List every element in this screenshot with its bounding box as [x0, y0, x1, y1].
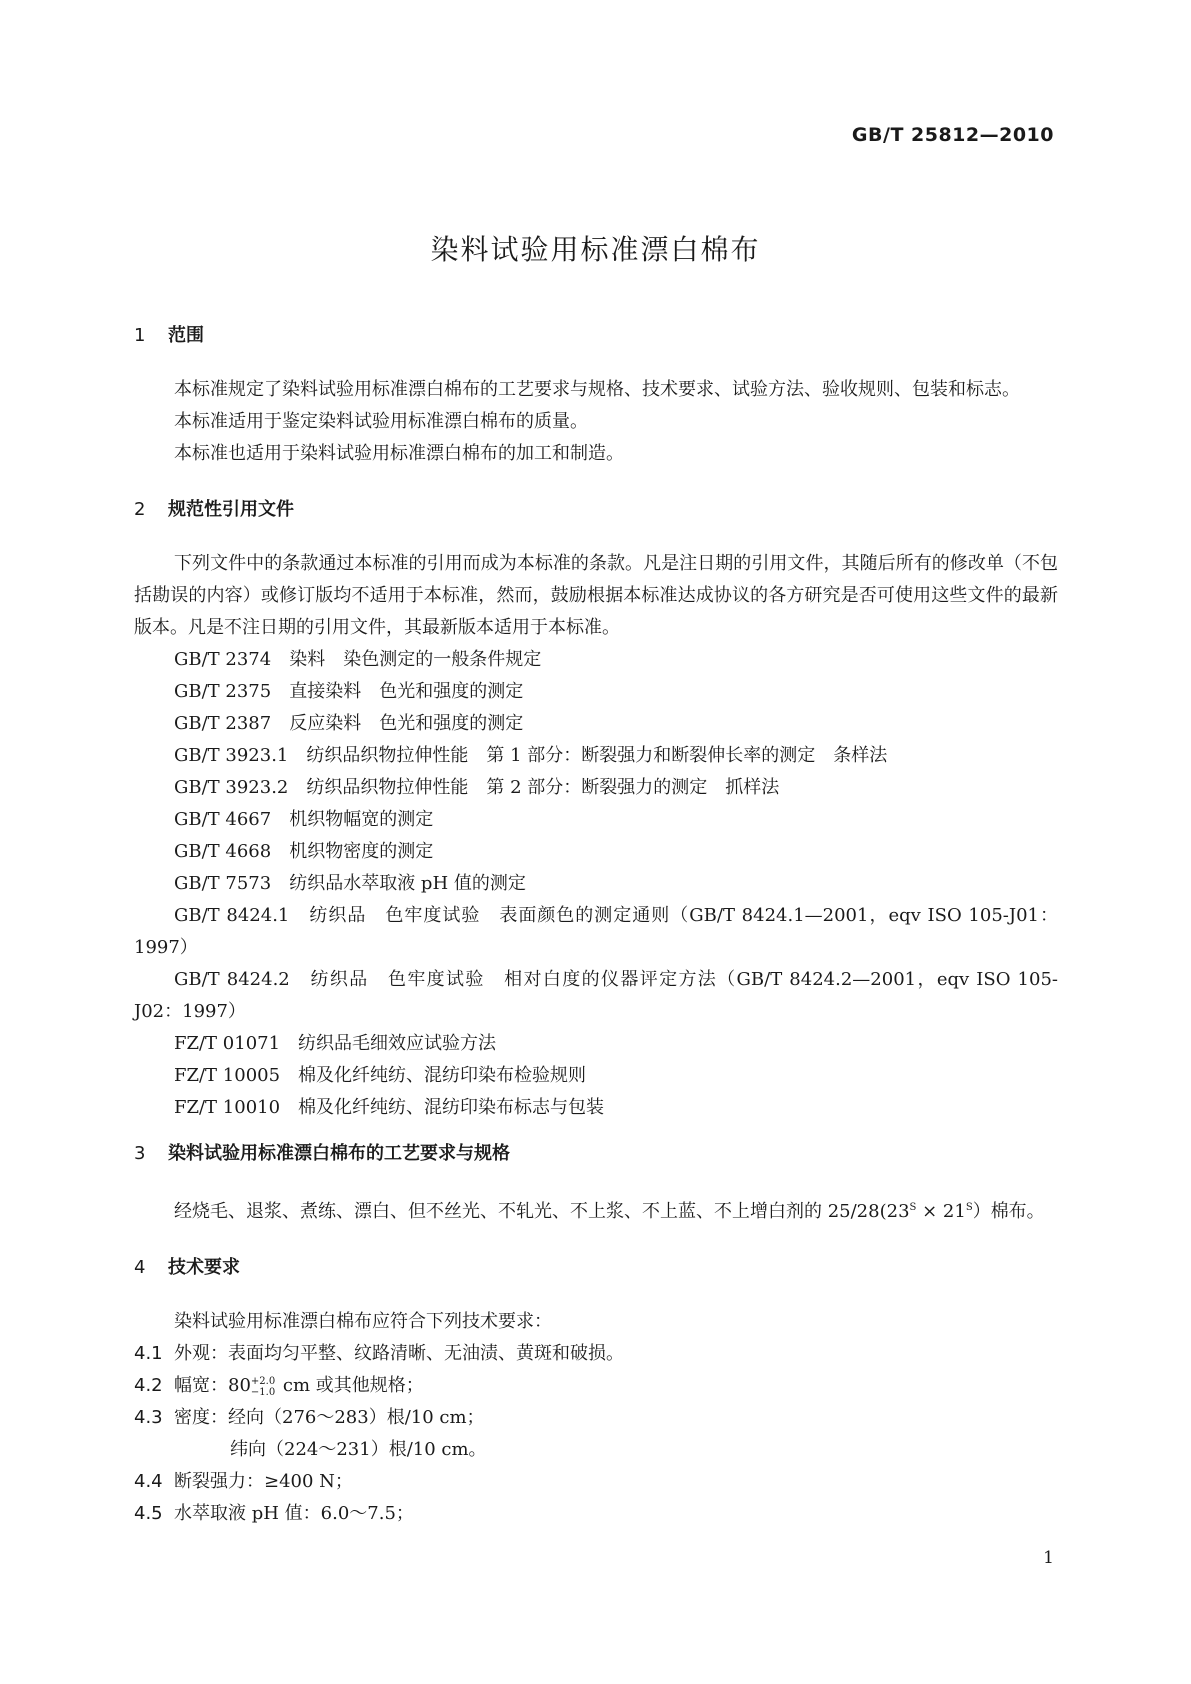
item-text: 水萃取液 pH 值：6.0～7.5； [174, 1503, 414, 1524]
section-2-heading [134, 494, 1058, 526]
reference-item: GB/T 4668 机织物密度的测定 [174, 841, 434, 862]
standard-code: GB/T 25812—2010 [851, 124, 1054, 146]
section-number: 3 [134, 1143, 146, 1164]
document-body [134, 320, 1058, 1530]
spec-text: 经烧毛、退浆、煮练、漂白、但不丝光、不轧光、不上浆、不上蓝、不上增白剂的 25/28(23 [174, 1201, 910, 1222]
reference-item: GB/T 4667 机织物幅宽的测定 [174, 809, 434, 830]
item-number: 4.4 [134, 1471, 163, 1492]
section-1-heading [134, 320, 1058, 352]
reference-item: GB/T 2375 直接染料 色光和强度的测定 [174, 681, 524, 702]
reference-item: GB/T 3923.2 纺织品织物拉伸性能 第 2 部分：断裂强力的测定 抓样法 [174, 777, 780, 798]
section-title: 规范性引用文件 [168, 499, 294, 520]
reference-item: GB/T 2387 反应染料 色光和强度的测定 [174, 713, 524, 734]
section-4-heading [134, 1252, 1058, 1284]
reference-item: GB/T 8424.2 纺织品 色牢度试验 相对白度的仪器评定方法（GB/T 8424.2—2001，eqv ISO 105-J02：1997） [134, 969, 1058, 1022]
section-title: 染料试验用标准漂白棉布的工艺要求与规格 [168, 1143, 510, 1164]
superscript: S [965, 1202, 973, 1213]
page-number: 1 [1043, 1548, 1054, 1568]
item-text: 外观：表面均匀平整、纹路清晰、无油渍、黄斑和破损。 [174, 1343, 624, 1364]
reference-item: GB/T 7573 纺织品水萃取液 pH 值的测定 [174, 873, 526, 894]
section-title: 技术要求 [168, 1257, 240, 1278]
requirement-item-continuation: 纬向（224～231）根/10 cm。 [230, 1439, 487, 1460]
paragraph: 本标准也适用于染料试验用标准漂白棉布的加工和制造。 [174, 443, 624, 464]
paragraph: 本标准规定了染料试验用标准漂白棉布的工艺要求与规格、技术要求、试验方法、验收规则、包装和标志。 [174, 379, 1020, 400]
section-number: 2 [134, 499, 146, 520]
item-number: 4.2 [134, 1375, 163, 1396]
paragraph: 染料试验用标准漂白棉布应符合下列技术要求： [174, 1311, 552, 1332]
requirement-item [134, 1370, 1058, 1402]
reference-item: GB/T 8424.1 纺织品 色牢度试验 表面颜色的测定通则（GB/T 8424.1—2001，eqv ISO 105-J01：1997） [134, 905, 1058, 958]
paragraph [134, 1192, 1058, 1228]
section-title: 范围 [168, 325, 204, 346]
item-text: 密度：经向（276～283）根/10 cm； [174, 1407, 485, 1428]
requirement-item [134, 1466, 1058, 1498]
requirement-item [134, 1402, 1058, 1434]
tolerance-plus: +2.0 [250, 1376, 276, 1387]
reference-item: FZ/T 10010 棉及化纤纯纺、混纺印染布标志与包装 [174, 1097, 605, 1118]
reference-item: GB/T 2374 染料 染色测定的一般条件规定 [174, 649, 542, 670]
reference-item: FZ/T 01071 纺织品毛细效应试验方法 [174, 1033, 497, 1054]
requirement-item [134, 1338, 1058, 1370]
item-number: 4.3 [134, 1407, 163, 1428]
item-text: 断裂强力：≥400 N； [174, 1471, 353, 1492]
section-3-heading [134, 1138, 1058, 1170]
document-title: 染料试验用标准漂白棉布 [430, 233, 761, 266]
reference-item: FZ/T 10005 棉及化纤纯纺、混纺印染布检验规则 [174, 1065, 587, 1086]
item-number: 4.1 [134, 1343, 163, 1364]
item-number: 4.5 [134, 1503, 163, 1524]
item-text: cm 或其他规格； [277, 1375, 424, 1396]
superscript: S [909, 1202, 917, 1213]
tolerance [251, 1376, 275, 1398]
section-number: 4 [134, 1257, 146, 1278]
tolerance-minus: −1.0 [250, 1387, 276, 1398]
requirement-item [134, 1498, 1058, 1530]
paragraph: 本标准适用于鉴定染料试验用标准漂白棉布的质量。 [174, 411, 588, 432]
reference-item: GB/T 3923.1 纺织品织物拉伸性能 第 1 部分：断裂强力和断裂伸长率的测定 条样法 [174, 745, 888, 766]
section-number: 1 [134, 325, 146, 346]
spec-text: × 21 [916, 1201, 966, 1222]
paragraph: 下列文件中的条款通过本标准的引用而成为本标准的条款。凡是注日期的引用文件，其随后所有的修改单（不包括勘误的内容）或修订版均不适用于本标准，然而，鼓励根据本标准达成协议的各方研究是否可使用这些文件的最新版本。凡是不注日期的引用文件，其最新版本适用于本标准。 [134, 553, 1058, 638]
item-text: 幅宽：80 [174, 1375, 251, 1396]
spec-text: ）棉布。 [972, 1201, 1045, 1222]
